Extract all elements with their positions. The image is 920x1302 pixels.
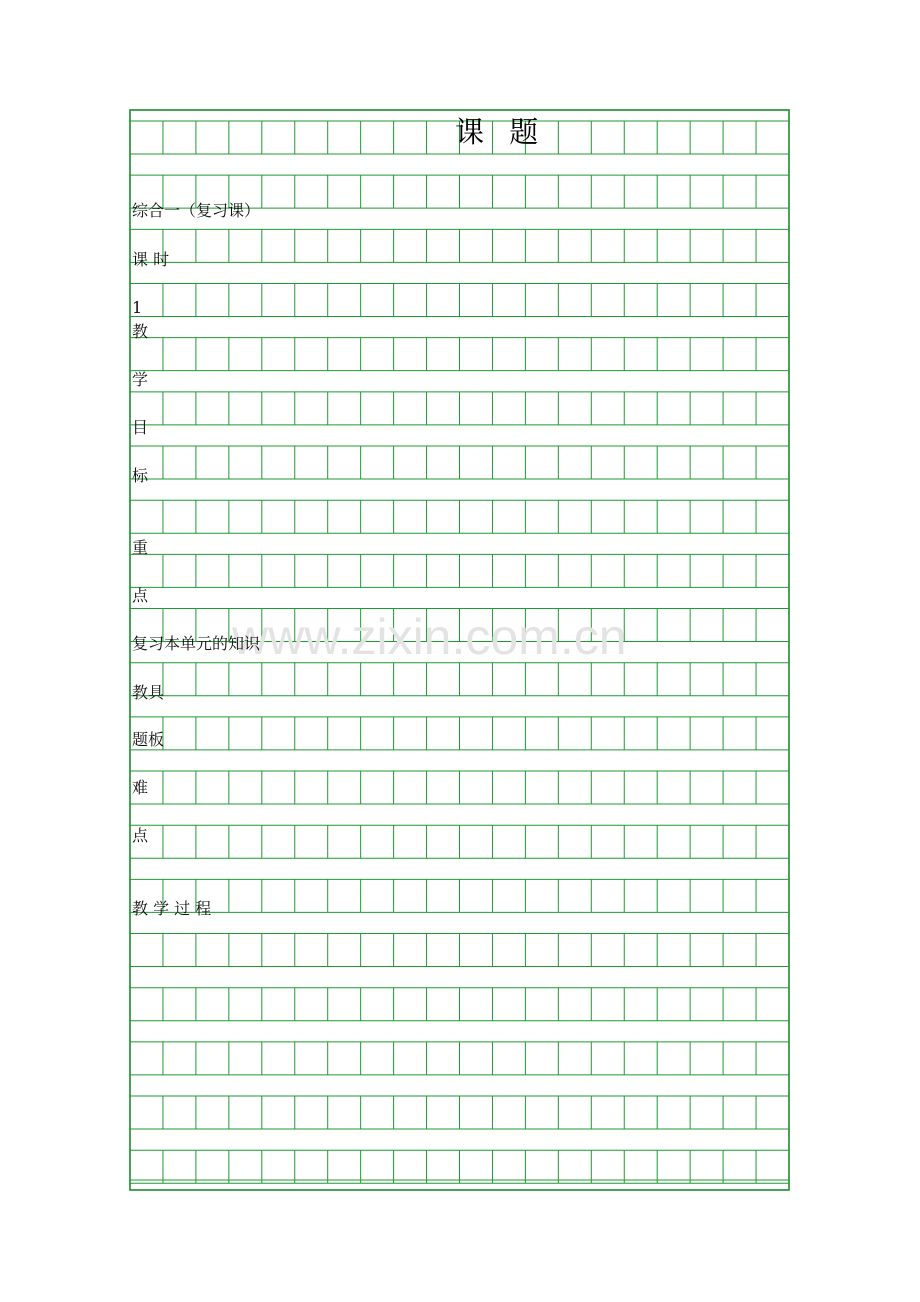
hours-value: 1 [132, 298, 143, 317]
process-label: 教 学 过 程 [132, 899, 212, 918]
goal-label-char-1: 教 [132, 322, 149, 341]
key-point-label-char-2: 点 [132, 586, 149, 605]
grid-row [130, 554, 789, 587]
goal-label-char-4: 标 [132, 466, 149, 485]
grid-row [130, 879, 789, 912]
difficulty-label-char-1: 难 [132, 778, 149, 797]
grid-row [130, 825, 789, 858]
grid-row [130, 934, 789, 967]
page-title: 课 题 [455, 115, 547, 149]
tools-value: 题板 [132, 730, 165, 749]
watermark-text: www.zixin.com.cn [232, 609, 627, 665]
grid-row [130, 717, 789, 750]
tools-label: 教具 [132, 683, 165, 702]
grid-row [130, 229, 789, 262]
grid-row [130, 1042, 789, 1075]
grid-row [130, 284, 789, 317]
grid-row [130, 500, 789, 533]
grid-row [130, 1150, 789, 1183]
grid-row [130, 1096, 789, 1129]
goal-label-char-2: 学 [132, 370, 149, 389]
grid-row [130, 392, 789, 425]
key-point-label-char-1: 重 [132, 538, 149, 557]
grid-row [130, 446, 789, 479]
key-point-text: 复习本单元的知识 [132, 634, 261, 653]
grid-row [130, 663, 789, 696]
goal-label-char-3: 目 [132, 418, 149, 437]
hours-label: 课 时 [132, 250, 170, 269]
grid-row [130, 338, 789, 371]
lesson-name: 综合一（复习课） [132, 201, 261, 220]
grid-row [130, 988, 789, 1021]
difficulty-label-char-2: 点 [132, 826, 149, 845]
grid-row [130, 771, 789, 804]
